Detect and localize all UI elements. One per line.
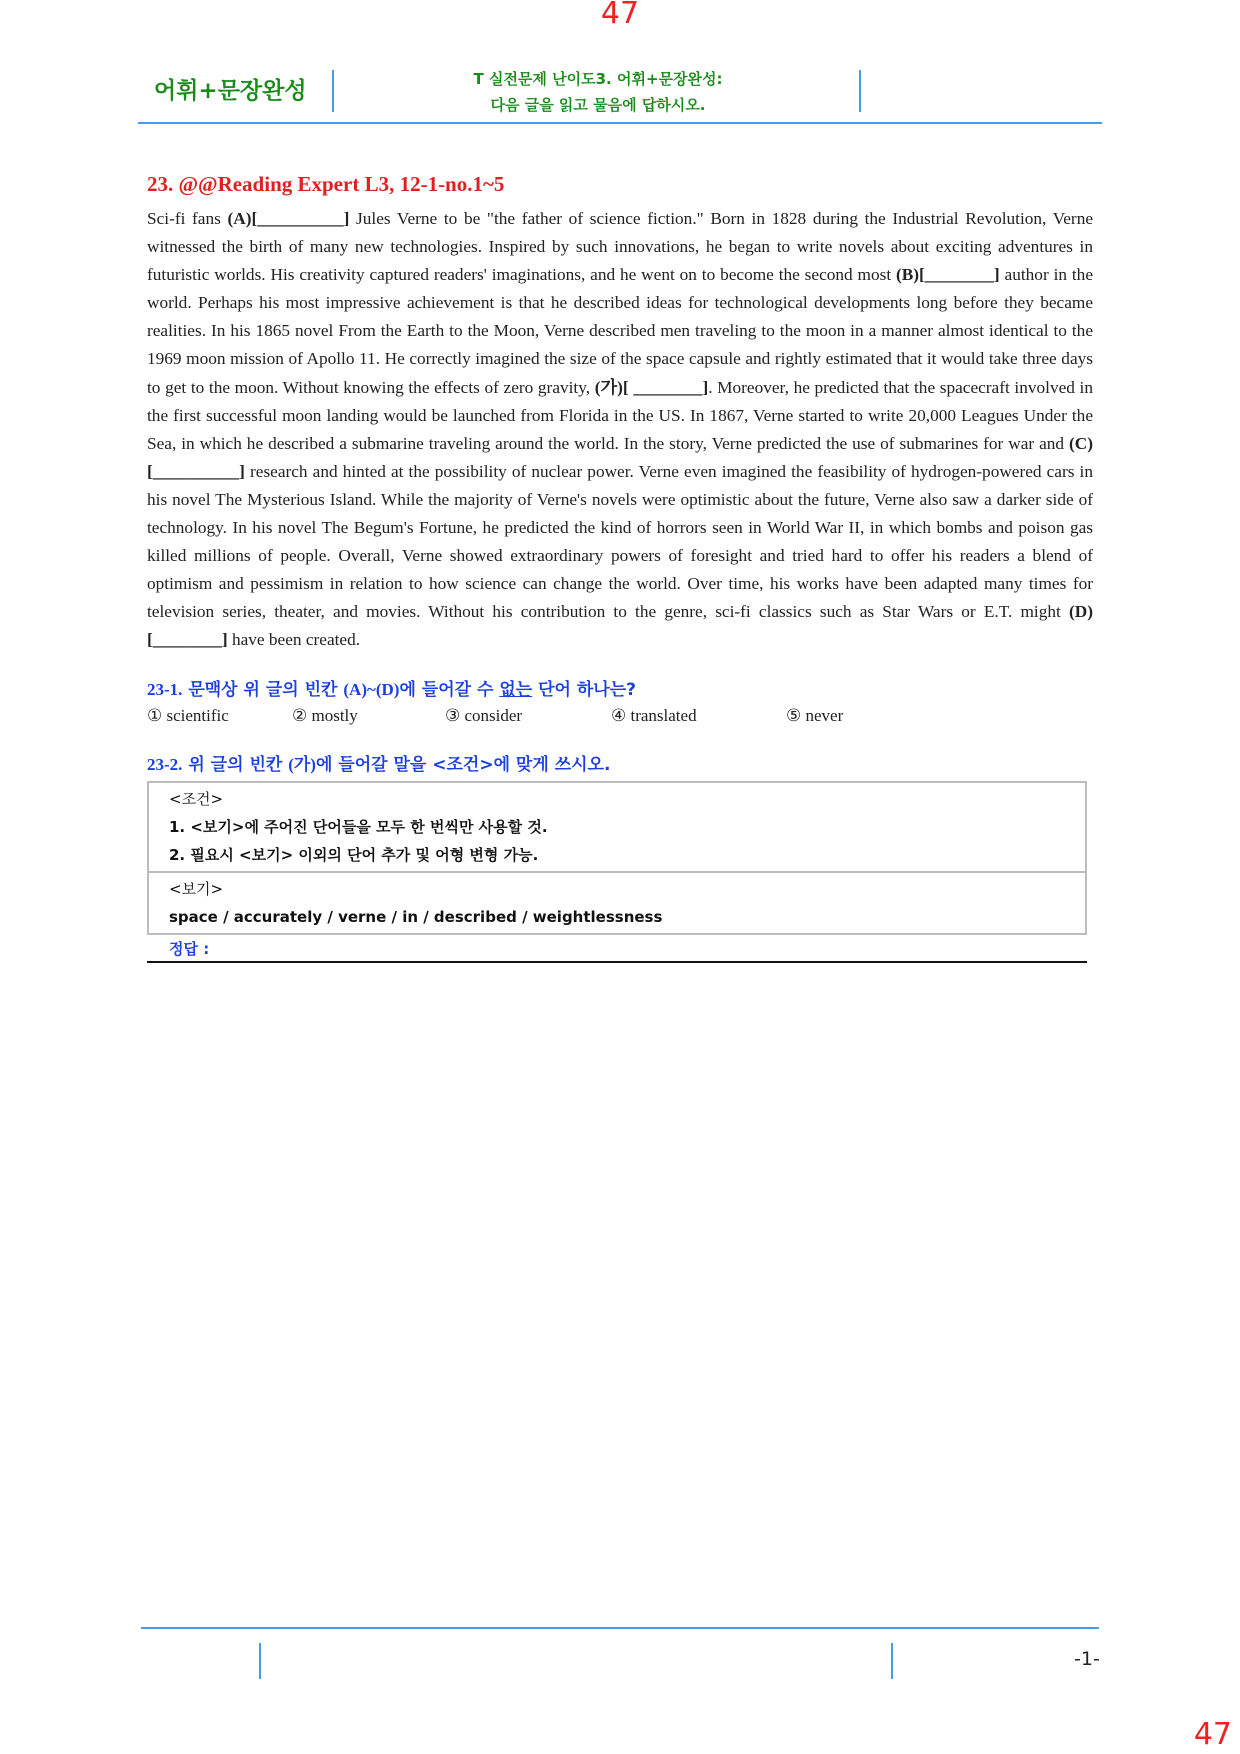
subquestion-2-number: 23-2.: [147, 754, 183, 774]
passage-text: have been created.: [227, 630, 361, 650]
option-3[interactable]: ③ consider: [445, 705, 523, 725]
condition-2: 2. 필요시 <보기> 이외의 단어 추가 및 어형 변형 가능.: [169, 845, 539, 864]
header-subtitle: [338, 66, 858, 118]
conditions-title: <조건>: [169, 789, 224, 808]
main-content: [147, 172, 1093, 963]
condition-1: 1. <보기>에 주어진 단어들을 모두 한 번씩만 사용할 것.: [169, 817, 548, 836]
subquestion-1-text: 문맥상 위 글의 빈칸: [182, 679, 344, 700]
subquestion-1-text: 에 들어갈 수: [399, 679, 500, 700]
answer-options: [147, 706, 1093, 730]
question-title: 23. @@Reading Expert L3, 12-1-no.1~5: [147, 172, 505, 196]
blank-b: (B)[________]: [896, 265, 1000, 285]
subquestion-1-text: 단어 하나는?: [532, 679, 636, 700]
passage-text: . Moreover, he predicted that the spacecraft involved in the first successful moon landing would be launched from Florida in the US. In 1867, Verne started to write 20,000 Leagues Under the Sea, in which he described a submarine traveling around the world. In the story, Verne predicted the use of submarines for war and: [147, 377, 1093, 453]
reading-passage: [147, 205, 1093, 655]
blank-c: (C)[__________]: [147, 433, 1093, 481]
subquestion-2: [147, 750, 1093, 775]
subquestion-1-range: (A)~(D): [343, 679, 400, 699]
answer-line[interactable]: [147, 935, 1087, 963]
passage-text: Sci-fi fans: [147, 209, 228, 228]
page-header: [138, 62, 1102, 124]
option-4[interactable]: ④ translated: [611, 705, 697, 725]
header-divider-right: [859, 70, 861, 112]
header-divider-left: [332, 70, 334, 112]
subquestion-1: [147, 675, 1093, 700]
blank-a: (A)[__________]: [227, 209, 350, 228]
subquestion-1-number: 23-1.: [147, 679, 183, 699]
conditions-section: [149, 783, 1085, 871]
footer-divider-left: [259, 1643, 261, 1679]
answer-label: 정답 :: [169, 939, 210, 958]
footer-divider: [141, 1627, 1099, 1629]
example-section: [149, 871, 1085, 933]
option-2[interactable]: ② mostly: [292, 705, 358, 725]
blank-ga: (가)[ ________]: [594, 377, 709, 397]
subquestion-2-text: 에 들어갈 말을 <조건>에 맞게 쓰시오.: [315, 754, 611, 775]
option-1[interactable]: ① scientific: [147, 705, 229, 725]
example-title: <보기>: [169, 879, 224, 898]
header-subtitle-line2: 다음 글을 읽고 물음에 답하시오.: [490, 96, 706, 114]
option-5[interactable]: ⑤ never: [786, 705, 844, 725]
header-subtitle-line1: T 실전문제 난이도3. 어휘+문장완성:: [473, 70, 723, 88]
page-number-bottom: 47: [1193, 1717, 1232, 1752]
passage-text: Jules Verne to be "the father of science fiction." Born in 1828 during the Industrial Revolution, Verne witnessed the birth of many new technologies. Inspired by such innovations, he began to write novels about exciting adventures in futuristic worlds. His creativity captured readers' imaginations, and he went on to become the second most: [147, 209, 1094, 285]
section-label: 어휘+문장완성: [154, 78, 307, 104]
passage-text: author in the world. Perhaps his most impressive achievement is that he described ideas for technological developments long before they became realities. In his 1865 novel From the Earth to the Moon, Verne described men traveling to the moon in a manner almost identical to the 1969 moon mission of Apollo 11. He correctly imagined the size of the space capsule and rightly estimated that it would take three days to get to the moon. Without knowing the effects of zero gravity,: [147, 265, 1093, 397]
footer-page-label: -1-: [1074, 1648, 1100, 1670]
example-words: space / accurately / verne / in / described / weightlessness: [169, 907, 663, 926]
passage-text: research and hinted at the possibility of nuclear power. Verne even imagined the feasibility of hydrogen-powered cars in his novel The Mysterious Island. While the majority of Verne's novels were optimistic about the future, Verne also saw a darker side of technology. In his novel The Begum's Fortune, he predicted the kind of horrors seen in World War II, in which bombs and poison gas killed millions of people. Overall, Verne showed extraordinary powers of foresight and tried hard to offer his readers a blend of optimism and pessimism in relation to how science can change the world. Over time, his works have been adapted many times for television series, theater, and movies. Without his contribution to the genre, sci-fi classics such as Star Wars or E.T. might: [147, 461, 1093, 622]
blank-d: (D)[________]: [147, 602, 1093, 650]
subquestion-2-text: 위 글의 빈칸: [182, 754, 289, 775]
page-number-top: 47: [600, 0, 640, 31]
conditions-box: [147, 781, 1087, 935]
subquestion-1-emphasis: 없는: [499, 679, 533, 700]
footer-divider-right: [891, 1643, 893, 1679]
subquestion-2-label: (가): [288, 754, 316, 774]
